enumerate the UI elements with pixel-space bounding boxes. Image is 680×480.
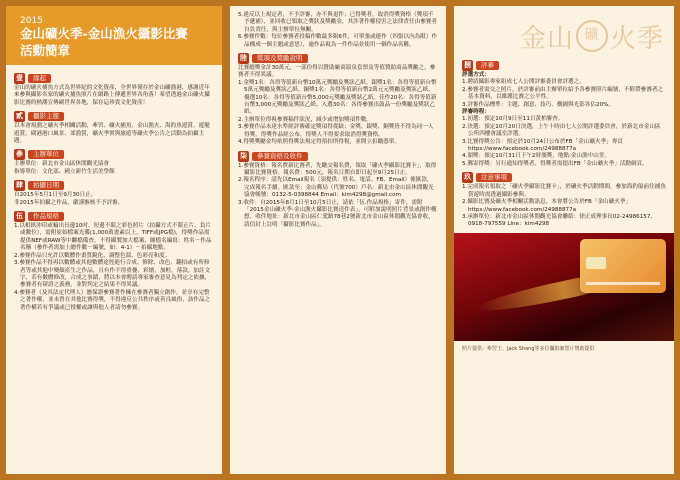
list-item: 5.違反以上規定者，不予評審，亦不與退件；已得獎者，取消得獎資格（獎項不予遞補），並回收已領取之獎狀及獎勵金，其涉著作權侵害之法律責任由參賽者自負責任，與主辦單位無關。: [238, 12, 437, 33]
section-label: 參賽資格及收件: [252, 152, 308, 161]
section-text: 比賽總獎金計30萬元，一部份得以贊助廠商溫泉套票及等值贊助商品獎勵之，參賽者不得異議。: [238, 65, 436, 79]
list-item: 2.參賽者需交之照片，於評審前由主辦單位給予各參賽照片編號，不附帶參賽者之基本資料，以維護比賽之公平性。: [462, 86, 664, 101]
list-item: 2.決選：預定10月20日決選，上午十時由七人公開評選委員會，於新北市金山區公所四樓會議室評選。: [462, 123, 661, 138]
list-item: 2.參賽作品只允許以數體作畫質銳化、調整色溫、色彩亮和度。: [14, 252, 171, 259]
section-header: [462, 60, 666, 71]
section-text: 非2015年拍攝之作品，嚴謹審核不予評審。: [14, 199, 124, 206]
list-item: 3.參賽作品未達水準經評審確定獎項得從缺；金獎、銀獎、銅獎皆不得為同一人得獎。得獎作品經公布，得獎人不得要求取消得獎資格。: [238, 124, 434, 138]
section-badge: 伍: [16, 212, 23, 221]
section-badge: 參: [16, 150, 23, 159]
logo-text: 火季: [609, 23, 664, 54]
list-item: 1.參賽資格：報名費新比賽者，先繳交報名費，領取「礦火季攝影比賽卡」，取得攝影比賽資格。報名費：500元，報名日期自即日起至9月25日止。: [238, 162, 437, 176]
section-badge: 柒: [240, 151, 247, 160]
panel-left: [6, 6, 222, 474]
list-item: 3.比賽得獎公告：預定於10月24日公布於FB「金山礦火季」專頁https://www.facebook.com/24988877a: [462, 138, 623, 153]
list-item: 5.郵寄得獎：另行通知得獎者，得獎者需提出FB「金山礦火季」活動網頁。: [462, 160, 648, 167]
list-item: 1.聘請攝影專家組成七人公開評審委員會評選之。: [462, 79, 585, 86]
section-label: 注意事項: [476, 173, 512, 182]
logo-text: 金山: [519, 23, 574, 54]
section-badge: 肆: [16, 181, 23, 190]
list-item: 4.參賽者（及其法定代理人）應保證參賽著作擁在參賽者獨立創作，並享有完整之著作權，並未曾在其他比賽得獎，不得違反公共秩序或善良風俗，該作品之著作權若有爭議或已授權或讓與他人者請勿參賽。: [14, 289, 211, 311]
section-text: 指導單位：文化部、國立新竹生活美學館: [14, 168, 115, 175]
section-header: [462, 172, 666, 183]
card-chip: [586, 257, 606, 269]
section-header: [14, 149, 214, 160]
sub-heading: 評選方式：: [462, 72, 490, 78]
sub-heading: 評審時程：: [462, 109, 490, 116]
panel-left-body: [6, 65, 222, 312]
section-header: [238, 151, 438, 162]
list-item: 3.承辦單位：新北市金山區休閒觀光協會聯絡：徐正成理事長02-24986157、0918-797559 Line：kim4298: [462, 213, 656, 228]
panel-right: [454, 6, 674, 474]
section-badge: 捌: [464, 61, 471, 69]
section-label: 緣起: [28, 74, 51, 83]
section-badge: 壹: [16, 74, 23, 82]
list-item: 1.以相紙沖印或輸出長邊10吋、短邊不限之彩色照片（拍攝方式不限正片、負片或數位），需附原始檔案光碟(1,000萬畫素以上，TIFF或JPG檔)，得獎作品需提供NEF或RAW等中繼檔備查，不得攝製加大檔案，圖檔名編寫：姓名－作品名稱（參作者需加上總件數－編號，如：4-1）－拍攝地點。: [14, 223, 212, 252]
list-item: 4.得獎獎勵金均依照得獎法規定得預扣所得稅，並開立扣繳憑單。: [238, 139, 400, 146]
list-item: 2.報名程序：請先以Email報名（須提供：姓名、電話、FB、Email）後匯款，完成報名手續。匯款至：金山郵局（代號700）戶名：新北市金山區休閒觀光協會帳號：0132-5-0398844 Email：kim4298@gmail.com: [238, 177, 434, 199]
section-badge: 玖: [464, 173, 471, 182]
panel-middle-body: [230, 6, 446, 229]
section-badge: 貳: [16, 112, 23, 121]
section-text: 金山的礦火捕魚方式為世界紀的文化資產，全世界僅存於金山礦漁港，感謝近年來參與攝影名家的礦火捕魚照片在網路上傳遞世界各角落！希望透過金山礦火攝影比賽的熱潮宣傳刷世界各地，保存這珍貴文化資產！: [14, 85, 210, 106]
header-title: 金山礦火季-金山漁火攝影比賽: [20, 26, 188, 41]
section-badge: 陸: [240, 54, 247, 63]
list-item: 6.參賽件數：每位參賽者投稿作數最多限6件，可單張或連作（四張以內為限）作品構成一個主題或意思），逾作品視為一件作品並使用一個作品名稱。: [238, 34, 438, 48]
logo-seal: 礦: [576, 20, 608, 52]
header-subtitle: 活動簡章: [20, 43, 71, 58]
fishing-fire-photo: [454, 233, 674, 341]
header-year: 2015: [20, 16, 43, 26]
section-label: 攝影主題: [28, 112, 64, 121]
list-item: 1.初選：預定10月9日至11日黃柏審查。: [462, 116, 564, 123]
section-text: 以本會規劃之礦火季相關活動，牽罟、礦火捕魚、金山漁火、海釣魚遊賞、遊艇遊賞、磺港港口風景、郊漁賞，礦火季實與旅遊等礦火季公告之活動為拍攝主題。: [14, 123, 210, 145]
list-item: 3.參賽作品不得再以數體或其他數體途徑進行合成、修除、改色、翻拍或有所修者等或其他中變顏產生之作品，且有作不得重疊，彩繪，加框，落款，加註文字，若有數體修改，合成之事蹟，將以本會聘請專家審查意見為判定之依據，參賽者有辯證之義務，並對判定之結果不得異議。: [14, 260, 211, 289]
section-header: [14, 211, 214, 222]
list-item: 2.攝影比賽及礦火季相關活動訊息，本會將公告於FB「金山礦火季」https://www.facebook.com/24988877a: [462, 199, 632, 213]
card-line: [586, 282, 660, 285]
section-header: [14, 180, 214, 191]
section-header: [238, 53, 438, 64]
section-header: [14, 73, 214, 84]
section-label: 作品規格: [28, 212, 64, 221]
list-item: 1.完成報名領取之「礦火季攝影比賽卡」，於礦火季活動期間，參加海釣船前往捕魚賞遊時需透過攝影參與。: [462, 184, 666, 198]
logo: [504, 16, 664, 56]
list-item: 4.頒獎：預定10月31日下午2時頒獎，地點:金山漁中山堂。: [462, 153, 611, 160]
list-item: 1.金獎1名：各得等值新台幣10萬元獎勵及獎狀乙紙。銀獎1名：各得等值新台幣5萬元獎勵及獎狀乙紙。銅獎1名：各得等值新台幣2萬元元獎勵及獎狀乙紙。優選10名：各得等值新台幣5,000元獎勵及獎狀乙紙。佳作20名：各得等值新台幣3,000元獎勵及獎狀乙紙。入選30名：各得參賽出鼓品一份獎勵及獎狀乙紙。: [238, 79, 437, 116]
list-item: 3.評審作品標準：主題、創意、技巧、構圖與光影各佔20%。: [462, 101, 615, 108]
section-label: 主辦單位: [28, 150, 64, 159]
section-label: 評審: [476, 61, 499, 70]
section-header: [14, 111, 214, 122]
contest-card-image: [580, 239, 666, 293]
panel-middle: [230, 6, 446, 474]
list-item: 2.主辦單位得視參賽稿件狀況，減少或增加獎項件數。: [238, 116, 372, 123]
section-text: 自2015年5月1日至9月30日止。: [14, 192, 97, 199]
section-text: 主辦單位：新北市金山區休閒觀光協會: [14, 161, 110, 168]
photo-caption: 照片提供：牽罟王、Jack Shang等多位攝影師黑片贊助提供: [462, 345, 595, 352]
header-block: [6, 6, 222, 65]
section-label: 拍攝日期: [28, 181, 64, 190]
section-label: 獎項及獎勵說明: [252, 54, 308, 63]
list-item: 3.收件：自2015年8月1日至10月5日止，請依「伍.作品規格」寄件，需附「2015金山礦火季-金山漁火攝影比賽送件表」，可附加說明照片背景或創作構想。收件地址：新北市金山區仁愛路78巷2號新北市金山區休閒觀光協會收，請信封上註明「攝影比賽作品」。: [238, 199, 437, 228]
